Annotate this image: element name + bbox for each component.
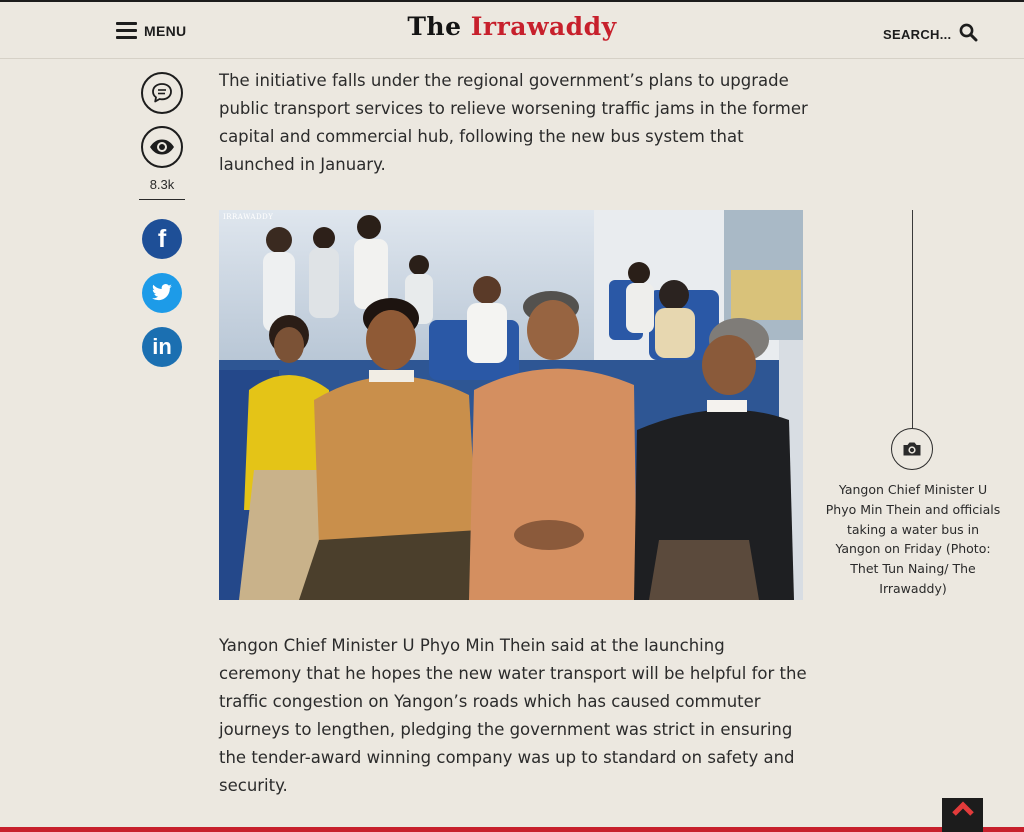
photo-watermark: IRRAWADDY	[223, 213, 274, 221]
linkedin-icon: in	[152, 334, 172, 359]
article-photo[interactable]	[219, 210, 803, 600]
comment-button[interactable]	[141, 72, 183, 114]
twitter-share-button[interactable]	[142, 273, 182, 313]
site-logo[interactable]	[0, 12, 1024, 41]
photo-caption: Yangon Chief Minister U Phyo Min Thein and officials taking a water bus in Yangon on Friday (Photo: Thet Tun Naing/ The Irrawaddy)	[825, 482, 1001, 596]
facebook-share-button[interactable]	[142, 219, 182, 259]
search-icon	[959, 23, 978, 42]
photo-image	[219, 210, 803, 600]
facebook-icon: f	[157, 224, 167, 253]
sidebar-divider	[139, 199, 185, 200]
article-paragraph: Yangon Chief Minister U Phyo Min Thein said at the launching ceremony that he hopes the new water transport will be helpful for the traffic congestion on Yangon’s roads which has caused commuter journeys to lengthen, pledging the government was strict in ensuring the tender-award winning company was up to standard on safety and security.	[219, 636, 807, 795]
views-indicator	[141, 126, 183, 168]
eye-icon	[149, 138, 175, 156]
search-button[interactable]	[883, 22, 978, 42]
caption-connector-line	[912, 210, 913, 428]
share-sidebar	[139, 72, 185, 367]
chevron-up-icon	[951, 798, 975, 816]
site-header	[0, 2, 1024, 59]
views-count: 8.3k	[149, 177, 175, 192]
article-paragraph: The initiative falls under the regional government’s plans to upgrade public transport services to relieve worsening traffic jams in the former capital and commercial hub, following the new bus system that launched in January.	[219, 71, 808, 174]
logo-brand: Irrawaddy	[470, 12, 617, 41]
back-to-top-button[interactable]	[942, 798, 983, 832]
linkedin-share-button[interactable]	[142, 327, 182, 367]
menu-label: MENU	[144, 22, 187, 39]
bottom-accent-bar	[0, 827, 1024, 832]
twitter-icon	[151, 284, 173, 302]
comment-icon	[150, 81, 174, 105]
camera-badge	[891, 428, 933, 470]
search-label: SEARCH...	[883, 27, 952, 42]
camera-icon	[902, 441, 922, 457]
logo-the: The	[407, 12, 462, 41]
